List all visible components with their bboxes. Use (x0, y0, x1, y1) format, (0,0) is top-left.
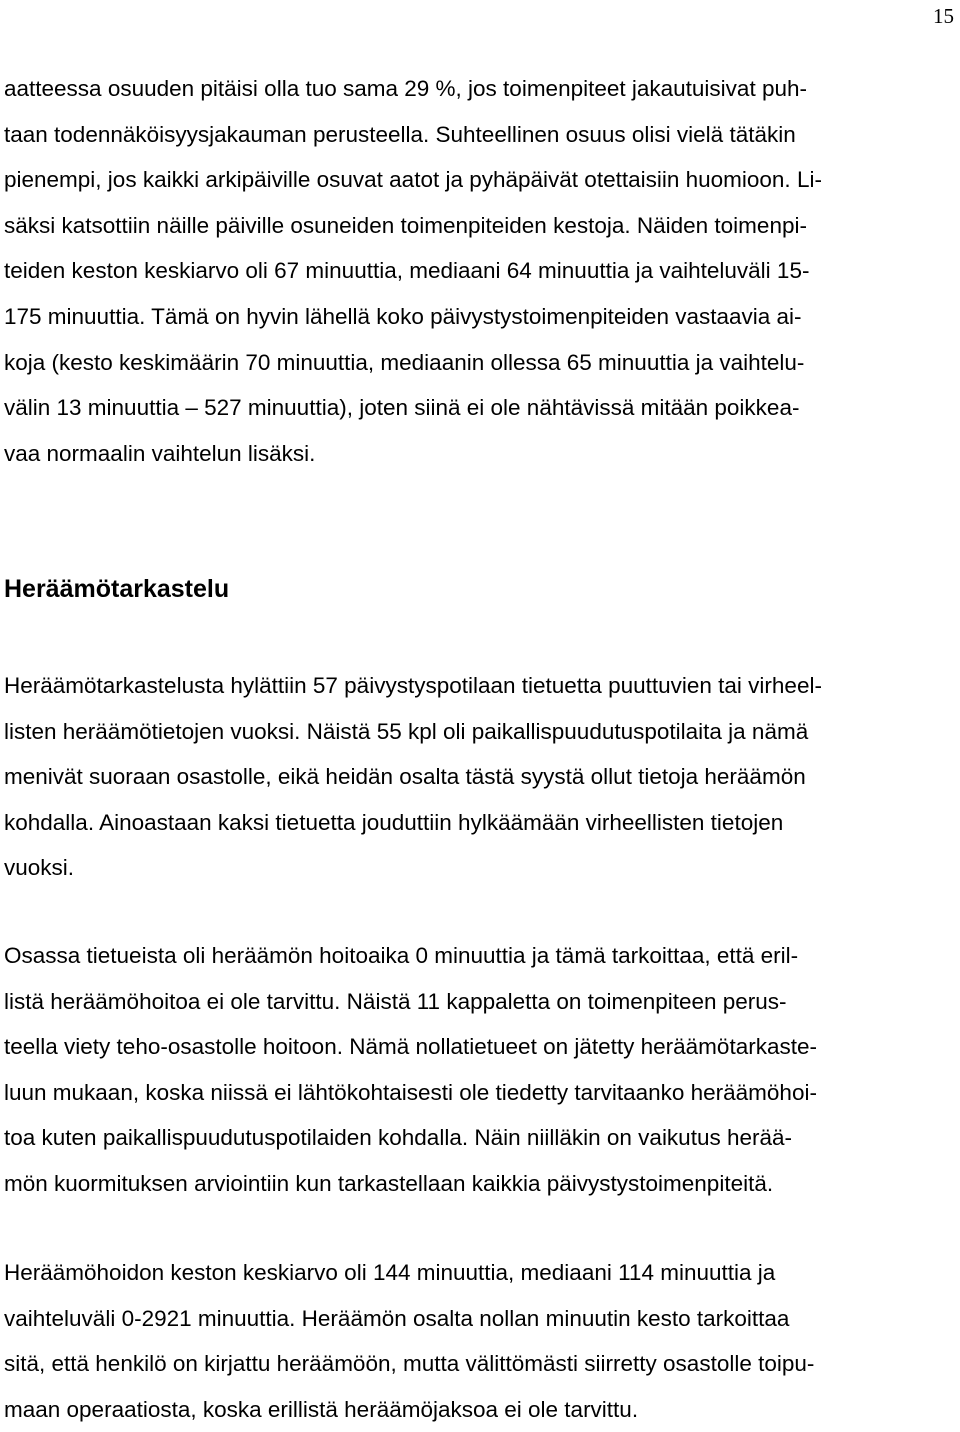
text-line: välin 13 minuuttia – 527 minuuttia), joten siinä ei ole nähtävissä mitään poikkea- (4, 395, 800, 421)
paragraph-weekend-durations (4, 66, 954, 476)
text-line: luun mukaan, koska niissä ei lähtökohtaisesti ole tiedetty tarvitaanko heräämöhoi- (4, 1079, 817, 1105)
text-line: toa kuten paikallispuudutuspotilaiden kohdalla. Näin niilläkin on vaikutus herää- (4, 1125, 793, 1151)
text-line: mön kuormituksen arviointiin kun tarkastellaan kaikkia päivystystoimenpiteitä. (4, 1170, 774, 1196)
text-line: maan operaatiosta, koska erillistä heräämöjaksoa ei ole tarvittu. (4, 1396, 639, 1422)
text-line: Osassa tietueista oli heräämön hoitoaika 0 minuuttia ja tämä tarkoittaa, että eril- (4, 943, 799, 968)
text-line: vaihteluväli 0-2921 minuuttia. Heräämön osalta nollan minuutin kesto tarkoittaa (4, 1305, 790, 1331)
text-line: teella viety teho-osastolle hoitoon. Nämä nollatietueet on jätetty heräämötarkaste- (4, 1034, 817, 1060)
text-line: listen heräämötietojen vuoksi. Näistä 55 kpl oli paikallispuudutuspotilaita ja nämä (4, 718, 809, 744)
text-line: Heräämöhoidon keston keskiarvo oli 144 minuuttia, mediaani 114 minuuttia ja (4, 1260, 776, 1285)
text-line: menivät suoraan osastolle, eikä heidän osalta tästä syystä ollut tietoja heräämön (4, 764, 806, 790)
text-line: vaa normaalin vaihtelun lisäksi. (4, 440, 316, 466)
paragraph-zero-duration (4, 933, 954, 1207)
text-line: pienempi, jos kaikki arkipäiville osuvat aatot ja pyhäpäivät otettaisiin huomioon. Li- (4, 167, 822, 193)
text-line: taan todennäköisyysjakauman perusteella. Suhteellinen osuus olisi vielä tätäkin (4, 121, 796, 147)
text-line: listä heräämöhoitoa ei ole tarvittu. Näistä 11 kappaletta on toimenpiteen perus- (4, 988, 787, 1014)
text-line: aatteessa osuuden pitäisi olla tuo sama 29 %, jos toimenpiteet jakautuisivat puh- (4, 76, 807, 101)
page-number: 15 (933, 4, 954, 28)
section-heading: Heräämötarkastelu (4, 575, 230, 603)
paragraph-rejected-records (4, 663, 954, 891)
text-line: koja (kesto keskimäärin 70 minuuttia, mediaanin ollessa 65 minuuttia ja vaihtelu- (4, 349, 805, 375)
text-line: kohdalla. Ainoastaan kaksi tietuetta jouduttiin hylkäämään virheellisten tietojen (4, 809, 784, 835)
text-line: sitä, että henkilö on kirjattu heräämöön, mutta välittömästi siirretty osastolle toipu- (4, 1351, 815, 1377)
text-line: vuoksi. (4, 855, 75, 881)
paragraph-recovery-statistics (4, 1250, 954, 1432)
text-line: Heräämötarkastelusta hylättiin 57 päivystyspotilaan tietuetta puuttuvien tai virheel- (4, 673, 822, 698)
text-line: 175 minuuttia. Tämä on hyvin lähellä koko päivystystoimenpiteiden vastaavia ai- (4, 303, 802, 329)
text-line: teiden keston keskiarvo oli 67 minuuttia, mediaani 64 minuuttia ja vaihteluväli 15- (4, 258, 810, 284)
text-line: säksi katsottiin näille päiville osuneiden toimenpiteiden kestoja. Näiden toimenpi- (4, 212, 807, 238)
